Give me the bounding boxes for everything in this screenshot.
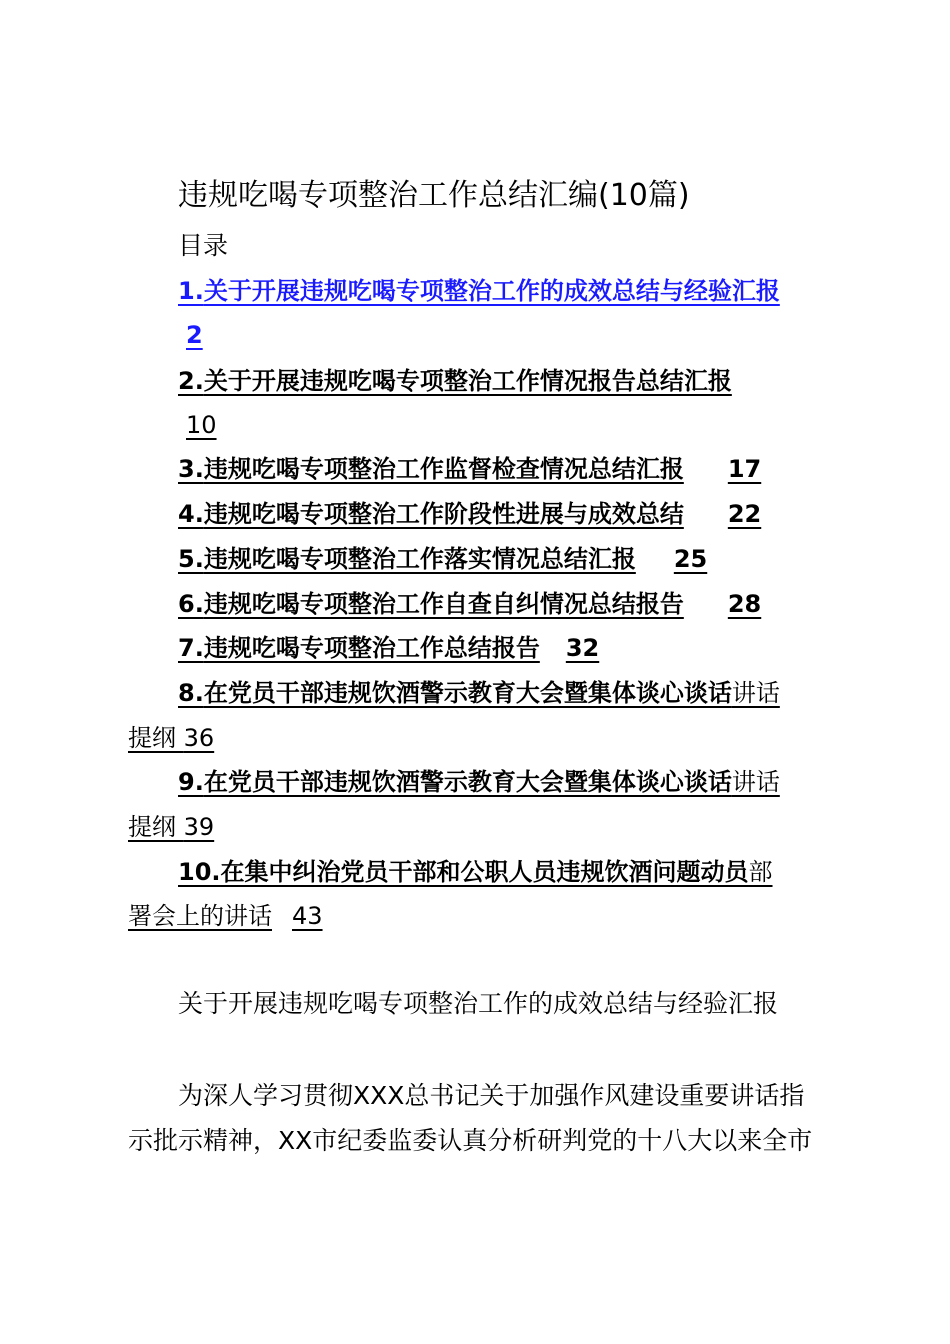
toc-entry-page: 25 bbox=[673, 545, 708, 573]
toc-entry-page: 43 bbox=[292, 902, 323, 930]
toc-entry-2[interactable] bbox=[178, 364, 732, 398]
toc-entry-9-line2[interactable] bbox=[128, 810, 214, 844]
toc-entry-text: 违规吃喝专项整治工作阶段性进展与成效总结 bbox=[203, 500, 684, 528]
toc-entry-page: 28 bbox=[727, 590, 762, 618]
toc-entry-2-page-line[interactable] bbox=[128, 408, 217, 442]
toc-entry-number: 6. bbox=[178, 590, 204, 618]
toc-entry-number: 10. bbox=[178, 858, 221, 886]
section-title: 关于开展违规吃喝专项整治工作的成效总结与经验汇报 bbox=[178, 989, 779, 1018]
toc-entry-text: 违规吃喝专项整治工作总结报告 bbox=[203, 634, 540, 662]
toc-entry-6[interactable] bbox=[178, 587, 761, 621]
toc-entry-8-line2[interactable] bbox=[128, 721, 214, 755]
toc-entry-text-continued: 提纲 bbox=[128, 813, 176, 841]
toc-entry-text-tail: 部 bbox=[748, 858, 773, 886]
toc-entry-page: 36 bbox=[183, 724, 215, 752]
toc-entry-text: 违规吃喝专项整治工作监督检查情况总结汇报 bbox=[203, 455, 684, 483]
toc-entry-page: 39 bbox=[183, 813, 215, 841]
toc-entry-number: 4. bbox=[178, 500, 204, 528]
body-paragraph-line: 为深人学习贯彻XXX总书记关于加强作风建设重要讲话指 bbox=[178, 1081, 805, 1110]
toc-entry-page: 32 bbox=[565, 634, 600, 662]
toc-entry-text: 在党员干部违规饮酒警示教育大会暨集体谈心谈话 bbox=[203, 679, 732, 707]
toc-entry-text: 违规吃喝专项整治工作落实情况总结汇报 bbox=[203, 545, 636, 573]
toc-entry-1-page-line[interactable] bbox=[128, 318, 203, 352]
toc-entry-page: 10 bbox=[186, 411, 217, 439]
toc-entry-7[interactable] bbox=[178, 631, 599, 665]
toc-entry-10-line2[interactable] bbox=[128, 899, 323, 933]
toc-entry-3[interactable] bbox=[178, 452, 761, 486]
toc-entry-9[interactable] bbox=[178, 765, 780, 799]
toc-entry-text: 关于开展违规吃喝专项整治工作的成效总结与经验汇报 bbox=[203, 277, 780, 305]
toc-entry-text: 在党员干部违规饮酒警示教育大会暨集体谈心谈话 bbox=[203, 768, 732, 796]
toc-entry-text-continued: 提纲 bbox=[128, 724, 176, 752]
toc-entry-5[interactable] bbox=[178, 542, 707, 576]
toc-entry-page: 17 bbox=[727, 455, 762, 483]
toc-entry-text: 违规吃喝专项整治工作自查自纠情况总结报告 bbox=[203, 590, 684, 618]
toc-entry-text-continued: 署会上的讲话 bbox=[128, 902, 272, 930]
toc-entry-number: 5. bbox=[178, 545, 204, 573]
toc-entry-number: 7. bbox=[178, 634, 204, 662]
toc-entry-text: 关于开展违规吃喝专项整治工作情况报告总结汇报 bbox=[203, 367, 732, 395]
toc-entry-number: 3. bbox=[178, 455, 204, 483]
body-paragraph-line: 示批示精神，XX市纪委监委认真分析研判党的十八大以来全市 bbox=[128, 1126, 813, 1155]
toc-entry-number: 2. bbox=[178, 367, 204, 395]
toc-entry-number: 1. bbox=[178, 277, 204, 305]
toc-entry-4[interactable] bbox=[178, 497, 761, 531]
toc-entry-text: 在集中纠治党员干部和公职人员违规饮酒问题动员 bbox=[220, 858, 749, 886]
toc-entry-10[interactable] bbox=[178, 855, 773, 889]
toc-entry-number: 9. bbox=[178, 768, 204, 796]
toc-entry-page: 2 bbox=[186, 321, 203, 349]
toc-entry-number: 8. bbox=[178, 679, 204, 707]
toc-entry-text-tail: 讲话 bbox=[731, 768, 780, 796]
toc-entry-page: 22 bbox=[727, 500, 762, 528]
toc-entry-text-tail: 讲话 bbox=[731, 679, 780, 707]
toc-entry-8[interactable] bbox=[178, 676, 780, 710]
document-title: 违规吃喝专项整治工作总结汇编(10篇) bbox=[178, 178, 690, 213]
toc-heading: 目录 bbox=[178, 231, 229, 260]
toc-entry-1[interactable] bbox=[178, 274, 780, 308]
